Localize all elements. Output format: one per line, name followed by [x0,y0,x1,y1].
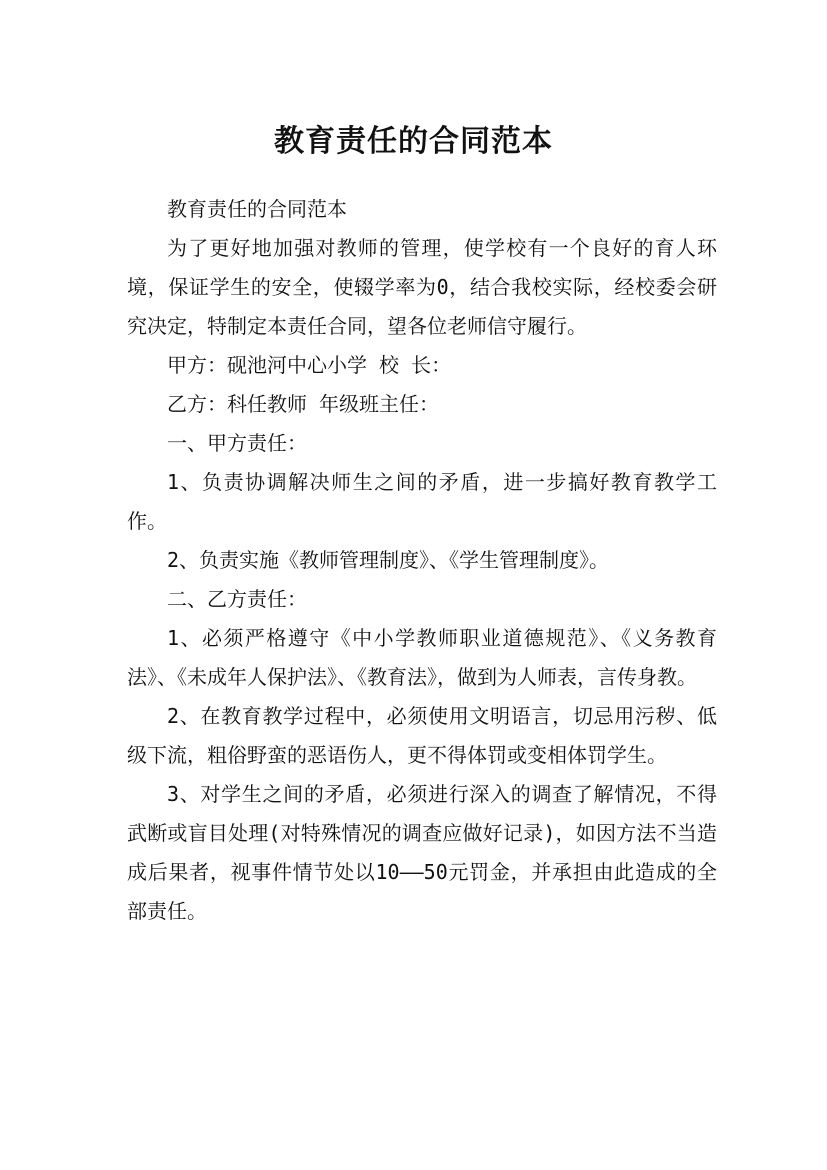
paragraph-party-a-item-1: 1、负责协调解决师生之间的矛盾，进一步搞好教育教学工作。 [127,470,717,533]
document-title: 教育责任的合同范本 [274,124,553,160]
document-body [127,190,717,931]
paragraph-party-a-item-2: 2、负责实施《教师管理制度》、《学生管理制度》。 [167,548,610,572]
paragraph-party-b-item-2: 2、在教育教学过程中，必须使用文明语言，切忌用污秽、低级下流，粗俗野蛮的恶语伤人，更不得体罚或变相体罚学生。 [127,704,717,767]
paragraph-subtitle: 教育责任的合同范本 [167,197,347,221]
paragraph-party-a: 甲方：砚池河中心小学 校 长： [167,353,452,377]
paragraph-party-b-item-3: 3、对学生之间的矛盾，必须进行深入的调查了解情况，不得武断或盲目处理(对特殊情况的调查应做好记录)，如因方法不当造成后果者，视事件情节处以10——50元罚金，并承担由此造成的全部责任。 [127,782,717,923]
paragraph-preamble: 为了更好地加强对教师的管理，使学校有一个良好的育人环境，保证学生的安全，使辍学率为0，结合我校实际，经校委会研究决定，特制定本责任合同，望各位老师信守履行。 [127,236,717,338]
paragraph-party-b-item-1: 1、必须严格遵守《中小学教师职业道德规范》、《义务教育法》、《未成年人保护法》、《教育法》，做到为人师表，言传身教。 [127,626,717,689]
section-heading-party-b-duties: 二、乙方责任： [167,587,307,611]
paragraph-party-b: 乙方：科任教师 年级班主任： [167,392,440,416]
section-heading-party-a-duties: 一、甲方责任： [167,431,307,455]
